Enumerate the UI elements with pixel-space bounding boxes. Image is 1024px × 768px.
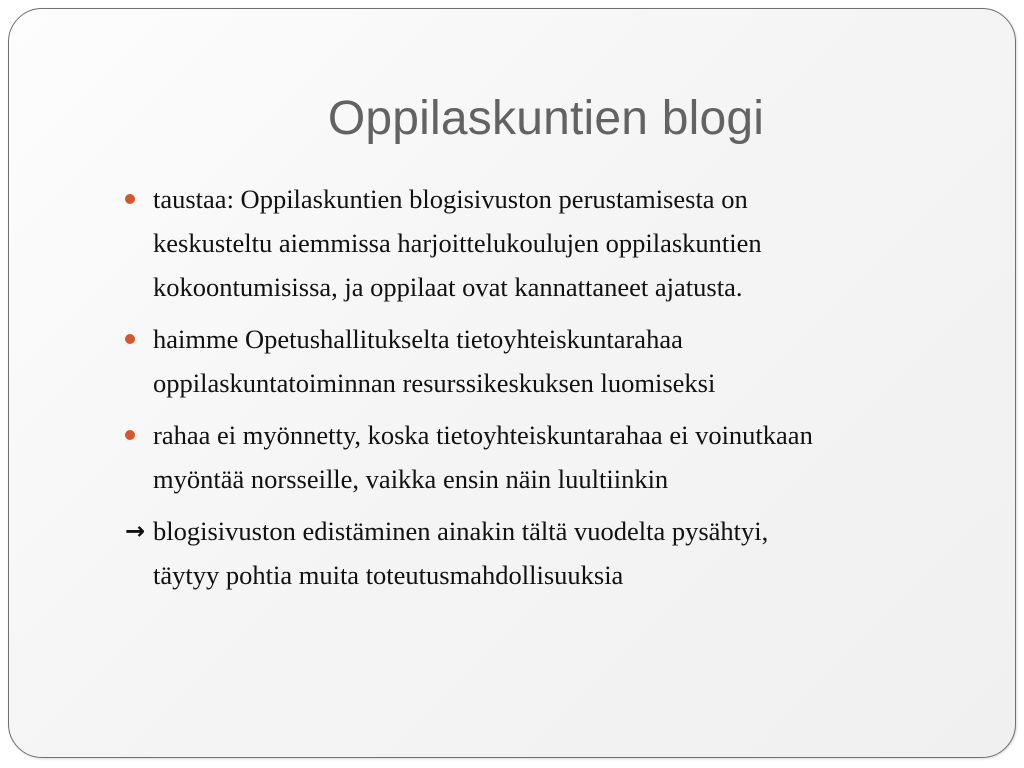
bullet-item [125,413,995,501]
bullet-item [125,177,995,309]
bullet-dot-icon [125,334,135,344]
bullet-text-line: rahaa ei myönnetty, koska tietoyhteiskuntarahaa ei voinutkaan [153,420,813,450]
slide-title: Oppilaskuntien blogi [327,92,765,145]
bullet-text-line: keskusteltu aiemmissa harjoittelukoulujen oppilaskuntien [153,228,762,258]
bullet-dot-icon [125,430,135,440]
bullet-text-line: haimme Opetushallitukselta tietoyhteiskuntarahaa [153,324,683,354]
conclusion-note [125,509,995,597]
bullet-item [125,317,995,405]
arrow-right-icon: → [125,517,146,545]
note-text-line: täytyy pohtia muita toteutusmahdollisuuksia [153,560,624,590]
bullet-text-line: kokoontumisissa, ja oppilaat ovat kannattaneet ajatusta. [153,272,743,302]
slide-frame [8,8,1016,758]
bullet-text-line: oppilaskuntatoiminnan resurssikeskuksen luomiseksi [153,368,716,398]
note-text-line: blogisivuston edistäminen ainakin tältä vuodelta pysähtyi, [153,516,769,546]
bullet-text-line: taustaa: Oppilaskuntien blogisivuston perustamisesta on [153,184,748,214]
bullet-dot-icon [125,194,135,204]
bullet-text-line: myöntää norsseille, vaikka ensin näin luultiinkin [153,464,669,494]
slide-content [125,177,995,605]
